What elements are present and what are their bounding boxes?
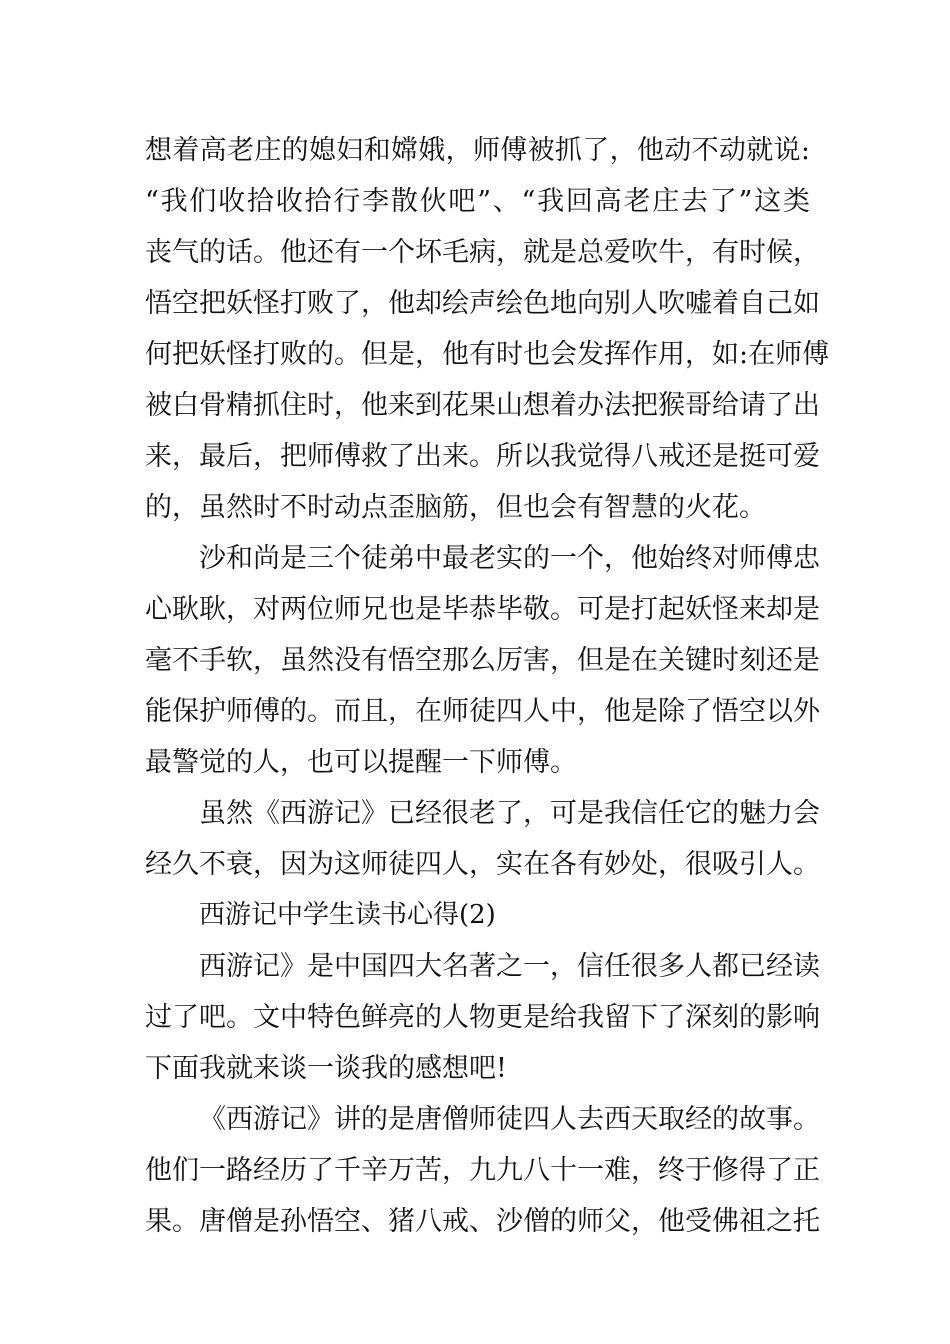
text-line: 虽然《西游记》已经很老了，可是我信任它的魅力会 [199, 798, 820, 829]
text-line: 《西游记》讲的是唐僧师徒四人去西天取经的故事。 [199, 1104, 820, 1135]
text-line: 被白骨精抓住时，他来到花果山想着办法把猴哥给请了出 [145, 390, 820, 421]
section-heading: 西游记中学生读书心得(2) [199, 900, 496, 930]
text-line: 下面我就来谈一谈我的感想吧! [145, 1053, 507, 1084]
document-body [145, 125, 830, 1247]
text-line: 心耿耿，对两位师兄也是毕恭毕敬。可是打起妖怪来却是 [145, 594, 820, 625]
text-line: 何把妖怪打败的。但是，他有时也会发挥作用，如:在师傅 [145, 339, 830, 370]
text-line: 来，最后，把师傅救了出来。所以我觉得八戒还是挺可爱 [145, 441, 820, 472]
text-line: 的，虽然时不时动点歪脑筋，但也会有智慧的火花。 [145, 492, 766, 523]
text-line: 能保护师傅的。而且，在师徒四人中，他是除了悟空以外 [145, 696, 820, 727]
text-line: 最警觉的人，也可以提醒一下师傅。 [145, 747, 577, 778]
text-line: 经久不衰，因为这师徒四人，实在各有妙处，很吸引人。 [145, 849, 820, 880]
text-line: 过了吧。文中特色鲜亮的人物更是给我留下了深刻的影响 [145, 1002, 820, 1033]
text-line: 毫不手软，虽然没有悟空那么厉害，但是在关键时刻还是 [145, 645, 820, 676]
text-line: 沙和尚是三个徒弟中最老实的一个，他始终对师傅忠 [199, 543, 820, 574]
text-line: 西游记》是中国四大名著之一，信任很多人都已经读 [199, 951, 820, 982]
text-line: 他们一路经历了千辛万苦，九九八十一难，终于修得了正 [145, 1155, 820, 1186]
text-line: 悟空把妖怪打败了，他却绘声绘色地向别人吹嘘着自己如 [145, 288, 820, 319]
text-line: 想着高老庄的媳妇和嫦娥，师傅被抓了，他动不动就说: [145, 135, 810, 166]
text-line: 果。唐僧是孙悟空、猪八戒、沙僧的师父，他受佛祖之托 [145, 1206, 820, 1237]
text-line: 丧气的话。他还有一个坏毛病，就是总爱吹牛，有时候， [145, 237, 820, 268]
text-line: “我们收拾收拾行李散伙吧”、“我回高老庄去了”这类 [145, 186, 810, 217]
